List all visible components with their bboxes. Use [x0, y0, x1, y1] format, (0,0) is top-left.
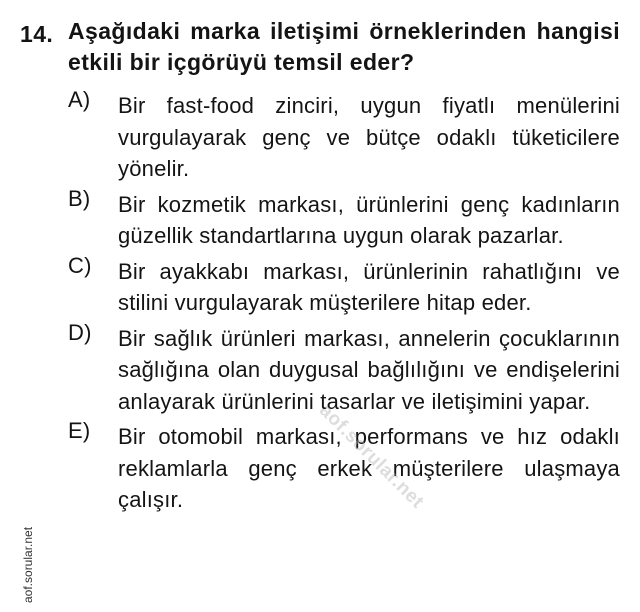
option-a-letter: A) — [68, 87, 91, 112]
watermark-side: aof.sorular.net — [21, 526, 35, 603]
option-c[interactable] — [20, 252, 620, 319]
question-stem: Aşağıdaki marka iletişimi örneklerinden hangisi etkili bir içgörüyü temsil eder? — [68, 18, 620, 75]
option-b-letter: B) — [68, 185, 91, 211]
option-a[interactable] — [20, 87, 620, 185]
option-a-text: Bir fast-food zinciri, uygun fiyatlı menülerini vurgulayarak genç ve bütçe odaklı tüketicilere yönelir. — [118, 93, 620, 181]
option-c-text: Bir ayakkabı markası, ürünlerinin rahatlığını ve stilini vurgulayarak müşterilere hitap eder. — [118, 258, 620, 315]
option-e-text: Bir otomobil markası, performans ve hız odaklı reklamlarla genç erkek müşterilere ulaşmaya çalışır. — [118, 424, 620, 512]
question-header — [20, 16, 620, 78]
option-b-text: Bir kozmetik markası, ürünlerini genç kadınların güzellik standartlarına uygun olarak pazarlar. — [118, 191, 620, 248]
option-d-text: Bir sağlık ürünleri markası, annelerin çocuklarının sağlığına olan duygusal bağlılığını ve endişelerini anlayarak ürünlerini tasarlar ve iletişimini yapar. — [118, 325, 620, 414]
watermark-diagonal: aof.sorular.net — [315, 400, 428, 513]
option-c-letter: C) — [68, 252, 92, 278]
question-block — [20, 16, 620, 520]
options-list — [20, 87, 620, 516]
option-d[interactable] — [20, 319, 620, 418]
option-b[interactable] — [20, 185, 620, 252]
option-e-letter: E) — [68, 418, 91, 443]
question-number: 14. — [20, 21, 54, 47]
option-e[interactable] — [20, 418, 620, 516]
option-d-letter: D) — [68, 319, 92, 345]
